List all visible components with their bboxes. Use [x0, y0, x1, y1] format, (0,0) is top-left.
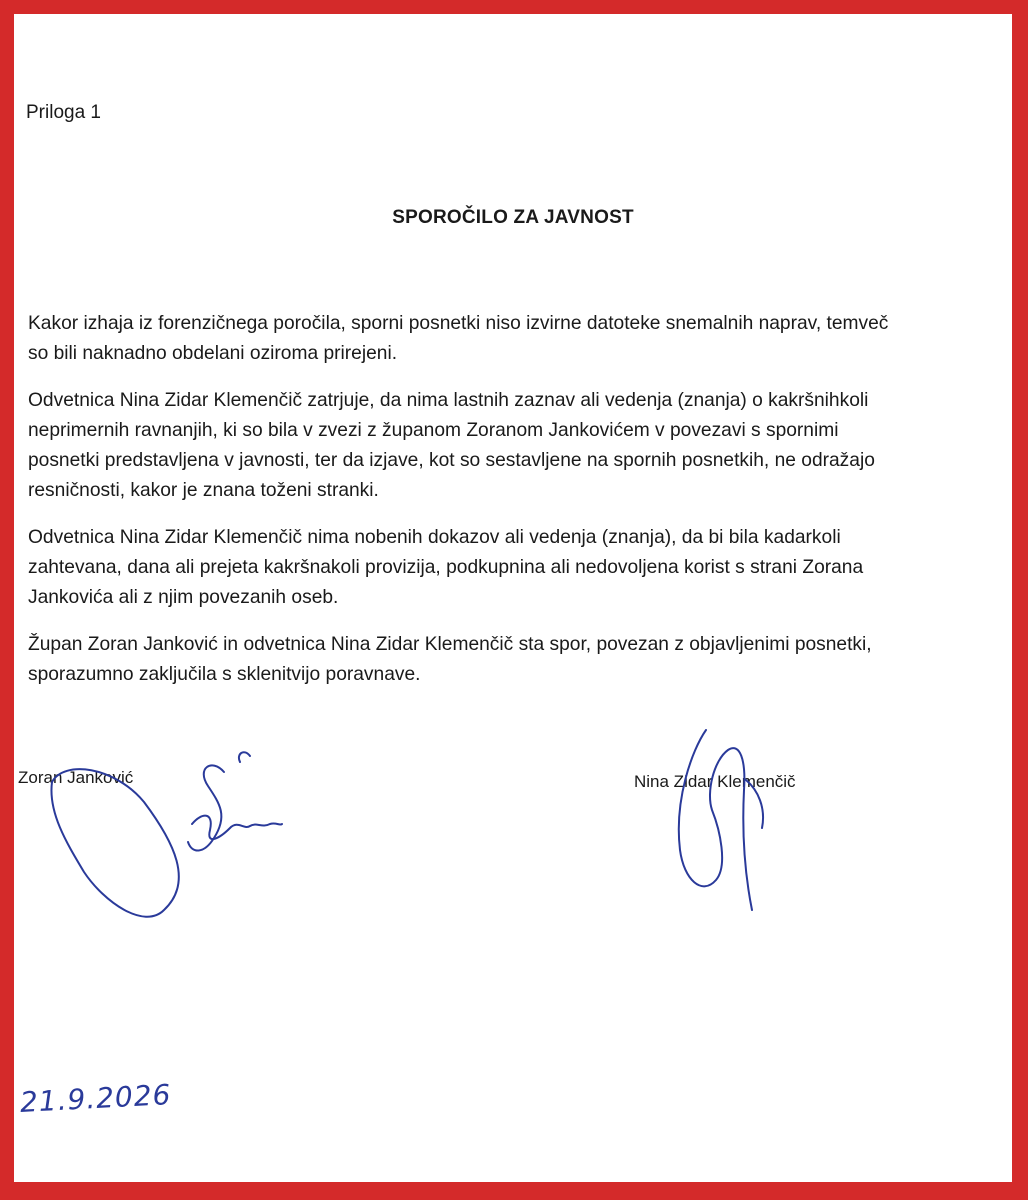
- handwritten-date: 21.9.2026: [19, 1078, 173, 1119]
- signatory-name-left: Zoran Janković: [18, 768, 134, 787]
- document-body: [28, 309, 1000, 707]
- signature-left: [44, 742, 284, 942]
- document-title: SPOROČILO ZA JAVNOST: [392, 207, 634, 228]
- paragraph-forensic-report: Kakor izhaja iz forenzičnega poročila, sporni posnetki niso izvirne datoteke snemalnih naprav, temveč so bili naknadno obdelani oziroma prirejeni.: [28, 313, 889, 364]
- signature-right: [654, 720, 784, 920]
- paragraph-no-evidence: Odvetnica Nina Zidar Klemenčič nima nobenih dokazov ali vedenja (znanja), da bi bila kadarkoli zahtevana, dana ali prejeta kakršnakoli provizija, podkupnina ali nedovoljena korist s strani Zorana Jankovića ali z njim povezanih oseb.: [28, 527, 864, 608]
- paragraph-settlement: Župan Zoran Janković in odvetnica Nina Zidar Klemenčič sta spor, povezan z objavljenimi posnetki, sporazumno zaključila s sklenitvijo poravnave.: [28, 634, 872, 685]
- paragraph-attorney-statement: Odvetnica Nina Zidar Klemenčič zatrjuje, da nima lastnih zaznav ali vedenja (znanja) o kakršnihkoli neprimernih ravnanjih, ki so bila v zvezi z županom Zoranom Jankovićem v povezavi s spornimi posnetki predstavljena v javnosti, ter da izjave, kot so sestavljene na spornih posnetkih, ne odražajo resničnosti, kakor je znana toženi stranki.: [28, 390, 875, 501]
- signatory-name-right: Nina Zidar Klemenčič: [634, 772, 796, 791]
- press-release-document: [14, 14, 1012, 1182]
- attachment-label: Priloga 1: [26, 102, 101, 123]
